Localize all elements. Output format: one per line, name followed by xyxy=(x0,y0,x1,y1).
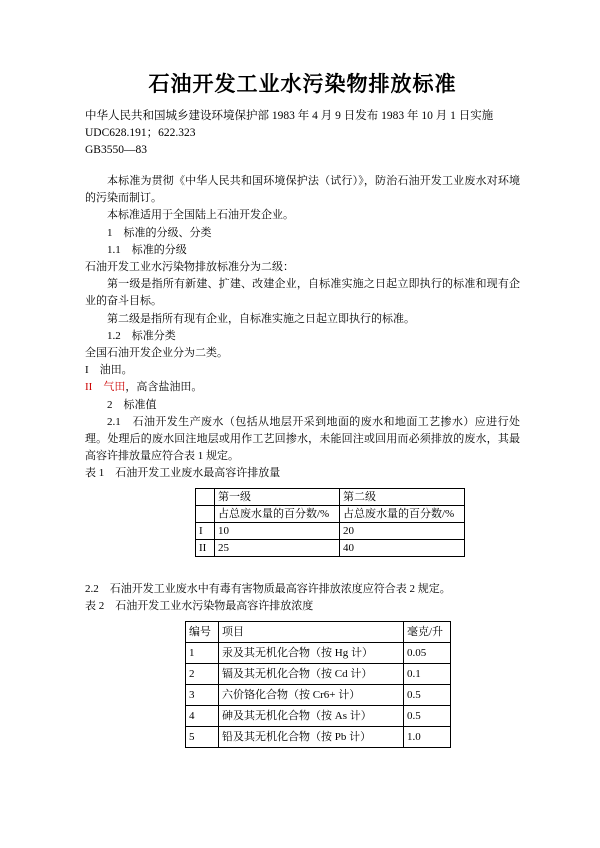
table-row xyxy=(186,685,451,706)
text-run: 2.1 石油开发生产废水（包括从地层开采到地面的废水和地面工艺掺水）应进行处理。处理后的废水回注地层或用作工艺回掺水，未能回注或回用而必须排放的废水，其最高容许排放量应符合表 1 规定。 xyxy=(85,415,520,463)
paragraph xyxy=(85,276,520,310)
table-row xyxy=(196,539,465,556)
paragraph xyxy=(85,598,520,615)
table-row xyxy=(196,522,465,539)
highlighted-text-run: II 气田 xyxy=(85,381,126,394)
table-cell: 20 xyxy=(340,522,465,539)
paragraph xyxy=(85,379,520,396)
table-row xyxy=(186,706,451,727)
table-cell: 1 xyxy=(186,643,219,664)
paragraph xyxy=(85,173,520,207)
table-cell: 占总废水量的百分数/% xyxy=(215,505,340,522)
table-cell: 3 xyxy=(186,685,219,706)
body-paragraphs-2 xyxy=(85,581,520,615)
table-cell: 项目 xyxy=(219,622,404,643)
issuer-and-dates-line: 中华人民共和国城乡建设环境保护部 1983 年 4 月 9 日发布 1983 年 10 月 1 日实施 xyxy=(85,110,494,122)
text-run: 1.1 标准的分级 xyxy=(107,243,187,256)
table-cell: 0.05 xyxy=(404,643,451,664)
text-run: 第一级是指所有新建、扩建、改建企业，自标准实施之日起立即执行的标准和现有企业的奋斗目标。 xyxy=(85,278,520,308)
table-row xyxy=(196,505,465,522)
document-title: 石油开发工业水污染物排放标准 xyxy=(148,73,457,96)
paragraph xyxy=(85,362,520,379)
table-cell: 2 xyxy=(186,664,219,685)
paragraph xyxy=(85,328,520,345)
table-row xyxy=(186,622,451,643)
table-cell: 六价铬化合物（按 Cr6+ 计） xyxy=(219,685,404,706)
table-cell: 40 xyxy=(340,539,465,556)
table-2 xyxy=(185,621,451,748)
paragraph xyxy=(85,259,520,276)
table-cell: 编号 xyxy=(186,622,219,643)
table-cell xyxy=(196,505,215,522)
paragraph xyxy=(85,414,520,466)
text-run: 2 标准值 xyxy=(107,398,157,411)
table-cell: I xyxy=(196,522,215,539)
table-1-body xyxy=(196,488,465,556)
table-cell: 0.5 xyxy=(404,706,451,727)
table-cell: 铅及其无机化合物（按 Pb 计） xyxy=(219,727,404,748)
table-cell: 第一级 xyxy=(215,488,340,505)
table-cell: 25 xyxy=(215,539,340,556)
paragraph xyxy=(85,225,520,242)
text-run: 1 标准的分级、分类 xyxy=(107,226,212,239)
table-cell: 占总废水量的百分数/% xyxy=(340,505,465,522)
text-run: 2.2 石油开发工业废水中有毒有害物质最高容许排放浓度应符合表 2 规定。 xyxy=(85,582,451,595)
text-run: 1.2 标准分类 xyxy=(107,329,176,342)
table-2-body xyxy=(186,622,451,748)
paragraph xyxy=(85,242,520,259)
udc-number-line: UDC628.191；622.323 xyxy=(85,127,196,139)
paragraph xyxy=(85,311,520,328)
text-run: 表 2 石油开发工业水污染物最高容许排放浓度 xyxy=(85,599,314,612)
text-run: 本标准为贯彻《中华人民共和国环境保护法（试行）》，防治石油开发工业废水对环境的污染而制订。 xyxy=(85,175,520,205)
text-run: 石油开发工业水污染物排放标准分为二级： xyxy=(85,261,294,274)
text-run: ，高含盐油田。 xyxy=(125,381,203,394)
table-cell xyxy=(196,488,215,505)
table-cell: 镉及其无机化合物（按 Cd 计） xyxy=(219,664,404,685)
text-run: 全国石油开发企业分为二类。 xyxy=(85,347,228,360)
table-row xyxy=(186,727,451,748)
table-1 xyxy=(195,488,465,557)
table-row xyxy=(196,488,465,505)
paragraph xyxy=(85,465,520,482)
table-cell: 4 xyxy=(186,706,219,727)
paragraph xyxy=(85,207,520,224)
table-cell: 10 xyxy=(215,522,340,539)
table-cell: 1.0 xyxy=(404,727,451,748)
body-paragraphs-1 xyxy=(85,173,520,483)
table-cell: 毫克/升 xyxy=(404,622,451,643)
paragraph xyxy=(85,397,520,414)
paragraph xyxy=(85,581,520,598)
table-cell: 5 xyxy=(186,727,219,748)
text-run: 第二级是指所有现有企业，自标准实施之日起立即执行的标准。 xyxy=(107,312,415,325)
table-cell: 0.5 xyxy=(404,685,451,706)
table-cell: II xyxy=(196,539,215,556)
text-run: I 油田。 xyxy=(85,364,133,377)
table-cell: 砷及其无机化合物（按 As 计） xyxy=(219,706,404,727)
table-cell: 第二级 xyxy=(340,488,465,505)
table-row xyxy=(186,664,451,685)
table-cell: 0.1 xyxy=(404,664,451,685)
text-run: 本标准适用于全国陆上石油开发企业。 xyxy=(107,209,294,222)
paragraph xyxy=(85,345,520,362)
table-row xyxy=(186,643,451,664)
document-meta xyxy=(85,108,520,159)
standard-number-line: GB3550—83 xyxy=(85,144,147,156)
table-cell: 汞及其无机化合物（按 Hg 计） xyxy=(219,643,404,664)
text-run: 表 1 石油开发工业废水最高容许排放量 xyxy=(85,467,281,480)
